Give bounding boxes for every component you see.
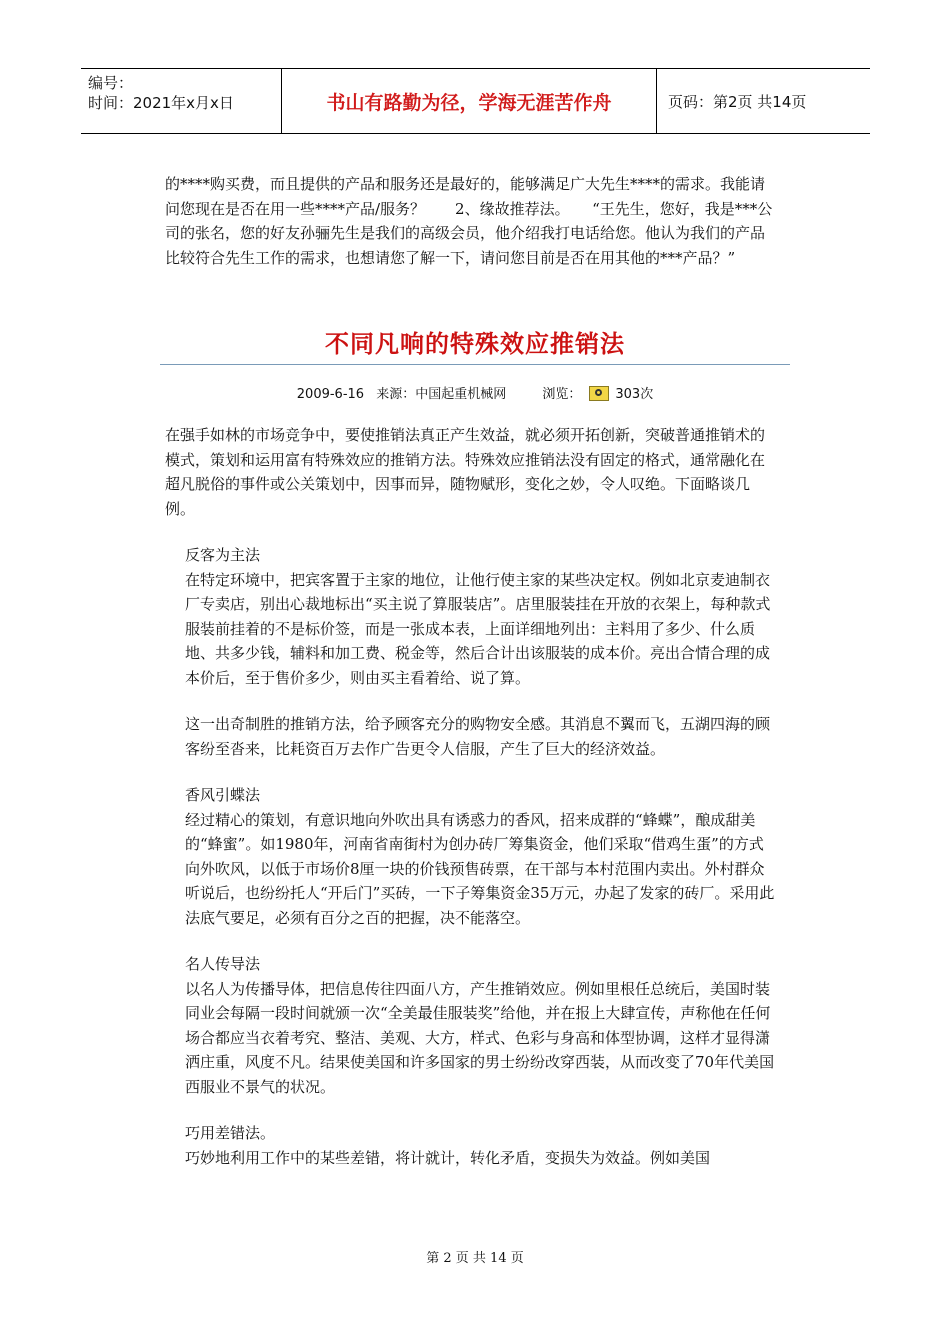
intro-paragraph: 的****购买费，而且提供的产品和服务还是最好的，能够满足广大先生****的需求。我能请问您现在是否在用一些****产品/服务？ 2、缘故推荐法。 “王先生，您好，我是***公司的张名，您的好友孙骊先生是我们的高级会员，他介绍我打电话给您。他认为我们的产品比较符合先生工作的需求，也想请您了解一下，请问您目前是否在用其他的***产品？”: [165, 175, 773, 267]
article-paragraph: 经过精心的策划，有意识地向外吹出具有诱惑力的香风，招来成群的“蜂蝶”，酿成甜美的“蜂蜜”。如1980年，河南省南街村为创办砖厂筹集资金，他们采取“借鸡生蛋”的方式向外吹风，以低于市场价8厘一块的价钱预售砖票，在干部与本村范围内卖出。外村群众听说后，也纷纷托人“开后门”买砖，一下子筹集资金35万元，办起了发家的砖厂。采用此法底气要足，必须有百分之百的把握，决不能落空。: [185, 810, 775, 927]
time-label: 时间：2021年x月x日: [88, 94, 234, 112]
number-label: 编号：: [88, 74, 134, 92]
header-info-cell: [81, 69, 282, 133]
header-page-info: 页码：第2页 共14页: [668, 92, 807, 111]
views-label: 浏览：: [542, 387, 582, 402]
article-title: 不同凡响的特殊效应推销法: [325, 330, 625, 358]
page-header: [81, 68, 870, 134]
page-footer: 第 2 页 共 14 页: [426, 1251, 524, 1266]
article-paragraph: [165, 568, 777, 691]
article-meta: [160, 383, 790, 402]
article-paragraph: 以名人为传播导体，把信息传往四面八方，产生推销效应。例如里根任总统后，美国时装同业会每隔一段时间就颁一次“全美最佳服装奖”给他，并在报上大肆宣传，声称他在任何场合都应当衣着考究、整洁、美观、大方，样式、色彩与身高和体型协调，这样才显得潇洒庄重，风度不凡。结果使美国和许多国家的男士纷纷改穿西装，从而改变了70年代美国西服业不景气的状况。: [185, 979, 775, 1096]
section-heading: 反客为主法: [185, 546, 261, 564]
section-heading: 名人传导法: [185, 955, 261, 973]
header-motto: 书山有路勤为径，学海无涯苦作舟: [282, 69, 657, 133]
article-body: [165, 423, 777, 1170]
article-paragraph: 巧妙地利用工作中的某些差错，将计就计，转化矛盾，变损失为效益。例如美国: [185, 1148, 711, 1167]
intro-block: [165, 172, 777, 270]
article-date: 2009-6-16: [296, 387, 365, 402]
paragraph-text: 在特定环境中，把宾客置于主家的地位，让他行使主家的某些决定权。例如北京麦迪制衣厂专卖店，别出心裁地标出“买主说了算服装店”。店里服装挂在开放的衣架上，每种款式服装前挂着的不是标价签，而是一张成本表，上面详细地列出：主料用了多少、什么质地、共多少钱，辅料和加工费、税金等，然后合计出该服装的成本价。亮出合情合理的成本价后，至于售价多少，则由买主看着给、说了算。: [185, 570, 771, 687]
title-divider: [160, 364, 790, 365]
section-heading: 巧用差错法。: [185, 1124, 276, 1142]
views-icon: [589, 386, 609, 401]
section-heading: 香风引蝶法: [185, 786, 261, 804]
article-paragraph: 这一出奇制胜的推销方法，给予顾客充分的购物安全感。其消息不翼而飞，五湖四海的顾客纷至沓来，比耗资百万去作广告更令人信服，产生了巨大的经济效益。: [185, 715, 771, 758]
article-source: 来源：中国起重机械网: [376, 387, 507, 402]
article-paragraph: 在强手如林的市场竞争中，要使推销法真正产生效益，就必须开拓创新，突破普通推销术的模式，策划和运用富有特殊效应的推销方法。特殊效应推销法没有固定的格式，通常融化在超凡脱俗的事件或公关策划中，因事而异，随物赋形，变化之妙，令人叹绝。下面略谈几例。: [165, 426, 766, 518]
views-count: 303次: [615, 387, 654, 402]
